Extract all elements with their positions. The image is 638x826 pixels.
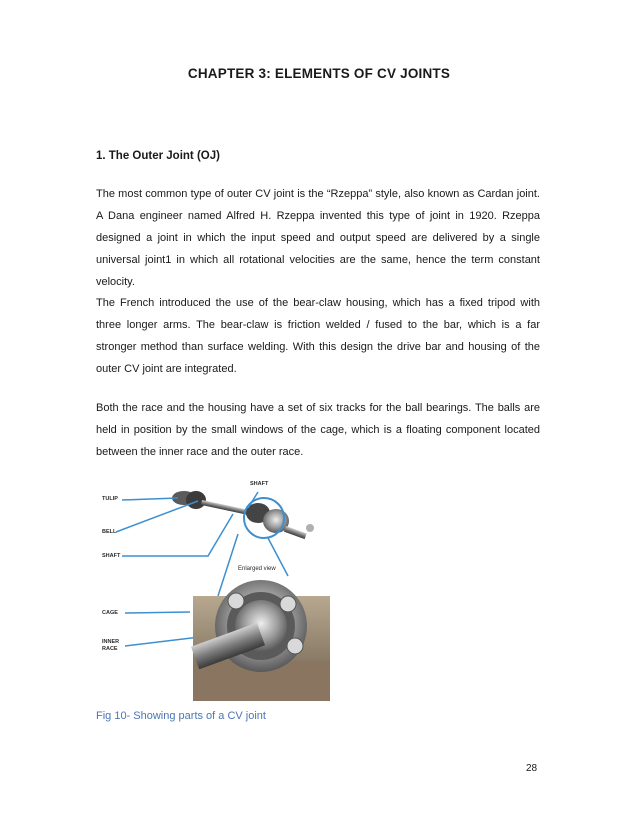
- ball-3: [287, 638, 303, 654]
- axle-assembly: [172, 491, 307, 539]
- paragraph-3: Both the race and the housing have a set of six tracks for the ball bearings. The balls are held in position by the small windows of the cage, which is a floating component located between the inner race and the outer race.: [96, 402, 540, 458]
- cv-joint-illustration: [98, 476, 330, 701]
- inner-boot: [186, 491, 206, 509]
- label-bell: BELL: [102, 529, 117, 535]
- chapter-title: CHAPTER 3: ELEMENTS OF CV JOINTS: [187, 66, 451, 81]
- ball-2: [280, 596, 296, 612]
- label-shaft-top: SHAFT: [250, 481, 269, 487]
- label-inner: INNER: [102, 639, 120, 645]
- page-number: 28: [526, 763, 538, 774]
- stub-end: [306, 524, 314, 532]
- label-cage: CAGE: [102, 610, 118, 616]
- stub-shaft: [284, 526, 307, 539]
- label-enlarged-view: Enlarged view: [238, 566, 276, 572]
- cv-joint-figure: [98, 476, 330, 701]
- section-heading: 1. The Outer Joint (OJ): [96, 150, 220, 162]
- paragraph-1: The most common type of outer CV joint is the “Rzeppa” style, also known as Cardan joint. A Dana engineer named Alfred H. Rzeppa invented this type of joint in 1920. Rzeppa designed a joint in which the input speed and output speed are delivered by a single universal joint1 in which all rotational velocities are the same, hence the term constant velocity.: [96, 188, 540, 288]
- figure-caption: Fig 10- Showing parts of a CV joint: [96, 710, 266, 722]
- paragraph-2: The French introduced the use of the bear-claw housing, which has a fixed tripod with three longer arms. The bear-claw is friction welded / fused to the bar, which is a far stronger method than surface welding. With this design the drive bar and housing of the outer CV joint are integrated.: [96, 297, 540, 375]
- label-race: RACE: [102, 646, 118, 652]
- label-shaft-left: SHAFT: [102, 553, 121, 559]
- ball-1: [228, 593, 244, 609]
- label-tulip: TULIP: [102, 496, 118, 502]
